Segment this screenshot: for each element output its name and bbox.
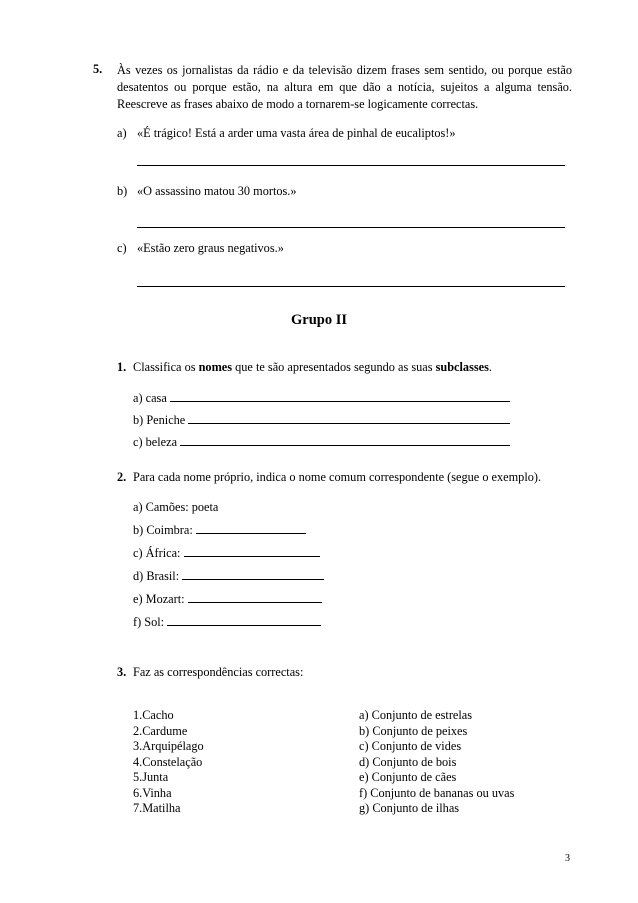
q2-item-f: f) Sol:: [133, 614, 321, 630]
q3-right-column: [359, 708, 514, 817]
q1-answer-line-b[interactable]: [188, 412, 510, 424]
q5-item-c-label: c): [117, 241, 127, 255]
q3-right-item: f) Conjunto de bananas ou uvas: [359, 785, 515, 800]
question-3-number: 3.: [117, 665, 127, 679]
q3-left-column: [133, 708, 204, 817]
q3-left-item: 1.Cacho: [133, 708, 174, 722]
q2-item-b: b) Coimbra:: [133, 522, 306, 538]
q5-answer-line-b[interactable]: [137, 227, 565, 228]
question-3-text: Faz as correspondências correctas:: [133, 665, 304, 679]
q3-right-item: g) Conjunto de ilhas: [359, 801, 460, 815]
q2-answer-line-c[interactable]: [184, 545, 320, 557]
q3-right-item: c) Conjunto de vides: [359, 739, 462, 753]
q2-item-a: a) Camões: poeta: [133, 500, 219, 514]
q5-item-a-text: «É trágico! Está a arder uma vasta área de pinhal de eucaliptos!»: [137, 126, 456, 140]
q3-right-item: e) Conjunto de cães: [359, 770, 457, 784]
q5-item-b-text: «O assassino matou 30 mortos.»: [137, 184, 297, 198]
q3-left-item: 3.Arquipélago: [133, 739, 204, 753]
q5-item-b-label: b): [117, 184, 128, 198]
q1-answer-line-c[interactable]: [180, 434, 510, 446]
q3-left-item: 2.Cardume: [133, 723, 188, 738]
question-2-number: 2.: [117, 470, 127, 484]
q2-answer-line-e[interactable]: [188, 591, 322, 603]
q3-right-item: d) Conjunto de bois: [359, 754, 457, 769]
q2-item-e: e) Mozart:: [133, 591, 322, 607]
question-2-text: Para cada nome próprio, indica o nome comum correspondente (segue o exemplo).: [133, 470, 542, 484]
q5-item-c-text: «Estão zero graus negativos.»: [137, 241, 284, 255]
q5-item-a-label: a): [117, 126, 127, 140]
q3-left-item: 5.Junta: [133, 770, 169, 784]
q3-right-item: a) Conjunto de estrelas: [359, 708, 473, 722]
question-1-text: Classifica os nomes que te são apresentados segundo as suas subclasses.: [133, 360, 492, 374]
q2-item-c: c) África:: [133, 545, 320, 561]
q3-left-item: 4.Constelação: [133, 754, 203, 769]
question-5-text: Às vezes os jornalistas da rádio e da televisão dizem frases sem sentido, ou porque estão desatentos ou porque estão, na altura em que dão a notícia, sujeitos a alguma tensão. Reescreve as frases abaixo de modo a tornarem-se logicamente correctas.: [117, 63, 572, 111]
question-1-number: 1.: [117, 360, 127, 374]
q3-left-item: 6.Vinha: [133, 785, 172, 800]
question-5-number: 5.: [93, 62, 103, 76]
q5-answer-line-a[interactable]: [137, 165, 565, 166]
q1-item-b: b) Peniche: [133, 412, 510, 428]
q5-answer-line-c[interactable]: [137, 286, 565, 287]
q2-answer-line-d[interactable]: [182, 568, 324, 580]
q2-answer-line-f[interactable]: [167, 614, 321, 626]
group-title: Grupo II: [290, 312, 347, 328]
q2-answer-line-b[interactable]: [196, 522, 306, 534]
q3-right-item: b) Conjunto de peixes: [359, 723, 468, 738]
q1-answer-line-a[interactable]: [170, 390, 510, 402]
q1-item-a: a) casa: [133, 390, 510, 406]
q2-item-d: d) Brasil:: [133, 568, 324, 584]
page-number: 3: [565, 853, 570, 864]
q3-left-item: 7.Matilha: [133, 801, 181, 815]
q1-item-c: c) beleza: [133, 434, 510, 450]
